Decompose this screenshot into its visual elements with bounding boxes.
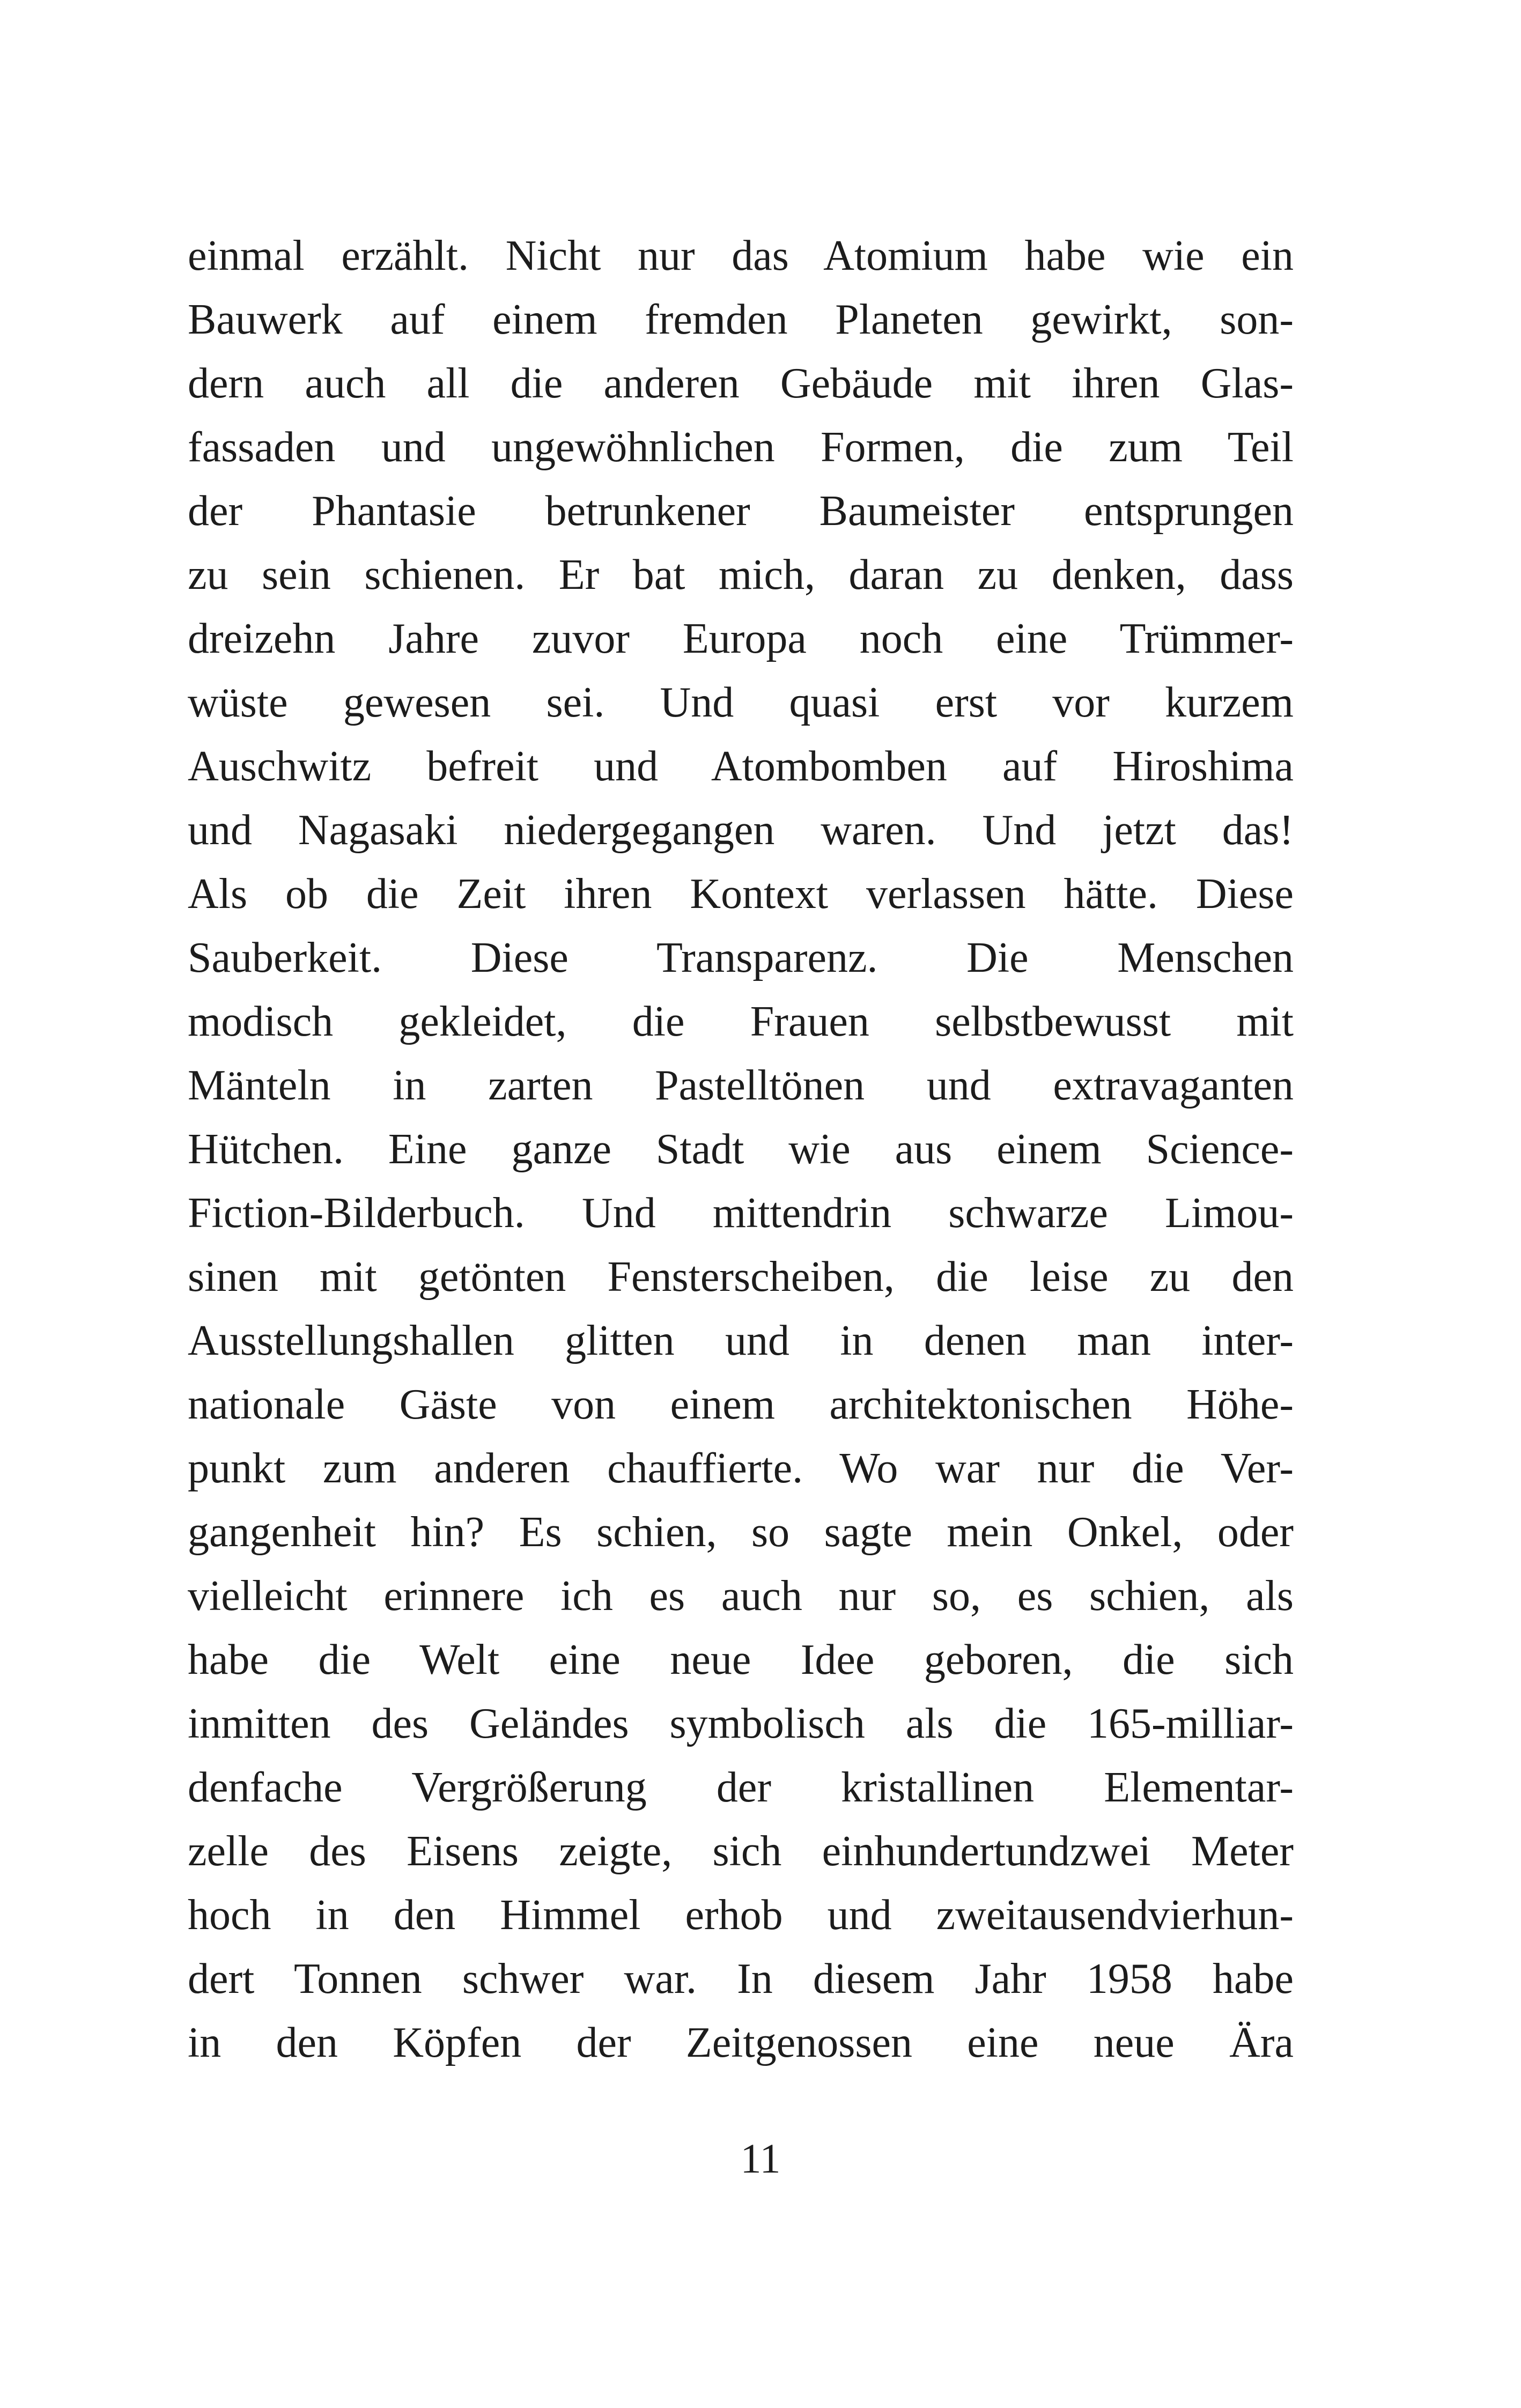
text-line: punkt zum anderen chauffierte. Wo war nur die Ver-: [188, 1445, 1294, 1492]
text-line: habe die Welt eine neue Idee geboren, die sich: [188, 1636, 1294, 1683]
text-line: Mänteln in zarten Pastelltönen und extravaganten: [188, 1062, 1294, 1109]
text-line: Hütchen. Eine ganze Stadt wie aus einem Science-: [188, 1126, 1294, 1173]
text-line: Auschwitz befreit und Atombomben auf Hiroshima: [188, 743, 1294, 790]
text-line: Als ob die Zeit ihren Kontext verlassen hätte. Diese: [188, 870, 1294, 918]
text-line: inmitten des Geländes symbolisch als die 165-milliar-: [188, 1700, 1294, 1747]
text-line: zelle des Eisens zeigte, sich einhundertundzwei Meter: [188, 1828, 1294, 1875]
text-line: der Phantasie betrunkener Baumeister entsprungen: [188, 487, 1294, 535]
text-line: Bauwerk auf einem fremden Planeten gewirkt, son-: [188, 296, 1294, 343]
text-line: einmal erzählt. Nicht nur das Atomium habe wie ein: [188, 232, 1294, 279]
text-line: zu sein schienen. Er bat mich, daran zu denken, dass: [188, 551, 1294, 599]
text-line: gangenheit hin? Es schien, so sagte mein Onkel, oder: [188, 1509, 1294, 1556]
text-line: und Nagasaki niedergegangen waren. Und jetzt das!: [188, 807, 1294, 854]
text-line: dreizehn Jahre zuvor Europa noch eine Trümmer-: [188, 615, 1294, 662]
text-line: Fiction-Bilderbuch. Und mittendrin schwarze Limou-: [188, 1190, 1294, 1237]
page-number: 11: [740, 2135, 781, 2182]
text-line: in den Köpfen der Zeitgenossen eine neue Ära: [188, 2019, 1294, 2066]
text-line: Sauberkeit. Diese Transparenz. Die Menschen: [188, 934, 1294, 981]
text-line: dert Tonnen schwer war. In diesem Jahr 1958 habe: [188, 1955, 1294, 2003]
text-line: hoch in den Himmel erhob und zweitausendvierhun-: [188, 1892, 1294, 1939]
text-line: Ausstellungshallen glitten und in denen man inter-: [188, 1317, 1294, 1364]
text-line: nationale Gäste von einem architektonischen Höhe-: [188, 1381, 1294, 1428]
text-line: sinen mit getönten Fensterscheiben, die leise zu den: [188, 1253, 1294, 1301]
body-text: [188, 224, 1294, 2075]
text-line: denfache Vergrößerung der kristallinen Elementar-: [188, 1764, 1294, 1811]
text-line: modisch gekleidet, die Frauen selbstbewusst mit: [188, 998, 1294, 1045]
text-line: wüste gewesen sei. Und quasi erst vor kurzem: [188, 679, 1294, 726]
text-line: vielleicht erinnere ich es auch nur so, es schien, als: [188, 1572, 1294, 1620]
text-line: fassaden und ungewöhnlichen Formen, die zum Teil: [188, 424, 1294, 471]
text-line: dern auch all die anderen Gebäude mit ihren Glas-: [188, 360, 1294, 407]
